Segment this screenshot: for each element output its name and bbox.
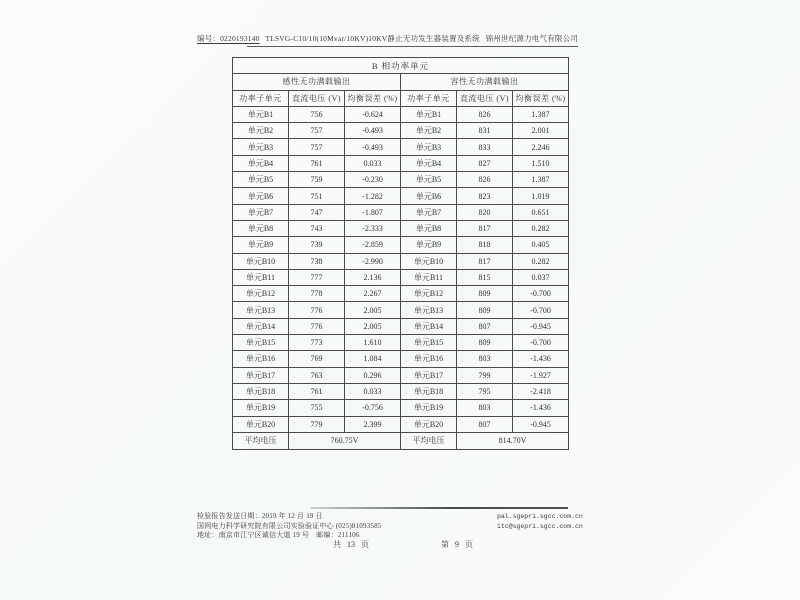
unit-cell: 单元B12 — [401, 286, 457, 302]
voltage-cell: 739 — [289, 237, 345, 253]
report-header — [197, 33, 578, 44]
voltage-cell: 757 — [289, 139, 345, 155]
unit-cell: 单元B4 — [401, 155, 457, 171]
unit-cell: 单元B16 — [233, 351, 289, 367]
column-header-voltage: 直流电压 (V) — [289, 90, 345, 106]
current-page: 第 9 页 — [441, 540, 473, 549]
unit-cell: 单元B4 — [233, 155, 289, 171]
voltage-cell: 743 — [289, 220, 345, 236]
footer-divider — [310, 507, 568, 509]
unit-cell: 单元B7 — [233, 204, 289, 220]
error-cell: -0.700 — [513, 286, 569, 302]
voltage-cell: 795 — [457, 383, 513, 399]
voltage-cell: 799 — [457, 367, 513, 383]
voltage-cell: 738 — [289, 253, 345, 269]
voltage-cell: 826 — [457, 172, 513, 188]
voltage-cell: 803 — [457, 351, 513, 367]
unit-cell: 单元B12 — [233, 286, 289, 302]
unit-cell: 单元B13 — [233, 302, 289, 318]
left-section-header: 感性无功满载输出 — [233, 74, 401, 90]
error-cell: -2.990 — [345, 253, 401, 269]
power-unit-table — [232, 57, 569, 450]
voltage-cell: 761 — [289, 155, 345, 171]
error-cell: 1.510 — [513, 155, 569, 171]
report-title: TLSVG-C10/10(10Mvar/10KV)10KV静止无功发生器装置及系统 — [265, 34, 480, 43]
column-header-row — [233, 90, 569, 106]
unit-cell: 单元B7 — [401, 204, 457, 220]
voltage-cell: 809 — [457, 335, 513, 351]
error-cell: -0.624 — [345, 106, 401, 122]
error-cell: -1.436 — [513, 400, 569, 416]
voltage-cell: 769 — [289, 351, 345, 367]
total-pages: 共 13 页 — [333, 540, 369, 549]
error-cell: -1.282 — [345, 188, 401, 204]
unit-cell: 单元B8 — [401, 220, 457, 236]
unit-cell: 单元B2 — [401, 123, 457, 139]
unit-cell: 单元B16 — [401, 351, 457, 367]
error-cell: -1.927 — [513, 367, 569, 383]
table-row — [233, 172, 569, 188]
voltage-cell: 807 — [457, 318, 513, 334]
unit-cell: 单元B15 — [401, 335, 457, 351]
voltage-cell: 807 — [457, 416, 513, 432]
voltage-cell: 833 — [457, 139, 513, 155]
error-cell: -2.333 — [345, 220, 401, 236]
unit-cell: 单元B13 — [401, 302, 457, 318]
table-row — [233, 123, 569, 139]
error-cell: -0.700 — [513, 335, 569, 351]
unit-cell: 单元B10 — [233, 253, 289, 269]
error-cell: 2.005 — [345, 302, 401, 318]
error-cell: 1.610 — [345, 335, 401, 351]
column-header-unit: 功率子单元 — [233, 90, 289, 106]
voltage-cell: 820 — [457, 204, 513, 220]
error-cell: 0.282 — [513, 220, 569, 236]
table-row — [233, 383, 569, 399]
voltage-cell: 747 — [289, 204, 345, 220]
footer-contacts — [497, 512, 583, 531]
voltage-cell: 803 — [457, 400, 513, 416]
right-average-value: 814.70V — [457, 432, 569, 449]
table-row — [233, 155, 569, 171]
organization-address: 地址：南京市江宁区诚信大道 19 号 邮编：211106 — [197, 531, 360, 539]
error-cell: 1.387 — [513, 106, 569, 122]
voltage-cell: 823 — [457, 188, 513, 204]
error-cell: 2.001 — [513, 123, 569, 139]
voltage-cell: 815 — [457, 269, 513, 285]
voltage-cell: 776 — [289, 318, 345, 334]
unit-cell: 单元B20 — [233, 416, 289, 432]
table-row — [233, 286, 569, 302]
error-cell: 0.282 — [513, 253, 569, 269]
voltage-cell: 756 — [289, 106, 345, 122]
unit-cell: 单元B17 — [233, 367, 289, 383]
average-label: 平均电压 — [401, 432, 457, 449]
unit-cell: 单元B14 — [233, 318, 289, 334]
website-address: pal.sgepri.sgcc.com.cn — [497, 513, 583, 520]
error-cell: -2.859 — [345, 237, 401, 253]
unit-cell: 单元B10 — [401, 253, 457, 269]
voltage-cell: 777 — [289, 269, 345, 285]
column-header-error: 均衡误差 (%) — [345, 90, 401, 106]
voltage-cell: 779 — [289, 416, 345, 432]
left-average-value: 760.75V — [289, 432, 401, 449]
table-row — [233, 139, 569, 155]
voltage-cell: 776 — [289, 302, 345, 318]
issuing-organization: 国网电力科学研究院有限公司实验验证中心 (025)81093585 — [197, 521, 382, 530]
unit-cell: 单元B9 — [401, 237, 457, 253]
unit-cell: 单元B11 — [401, 269, 457, 285]
voltage-cell: 757 — [289, 123, 345, 139]
unit-cell: 单元B5 — [233, 172, 289, 188]
error-cell: 2.246 — [513, 139, 569, 155]
voltage-cell: 751 — [289, 188, 345, 204]
unit-cell: 单元B19 — [401, 400, 457, 416]
voltage-cell: 759 — [289, 172, 345, 188]
right-section-header: 容性无功满载输出 — [401, 74, 569, 90]
column-header-unit: 功率子单元 — [401, 90, 457, 106]
error-cell: -0.700 — [513, 302, 569, 318]
error-cell: 2.005 — [345, 318, 401, 334]
unit-cell: 单元B14 — [401, 318, 457, 334]
voltage-cell: 763 — [289, 367, 345, 383]
voltage-cell: 778 — [289, 286, 345, 302]
unit-cell: 单元B5 — [401, 172, 457, 188]
voltage-cell: 827 — [457, 155, 513, 171]
error-cell: 1.387 — [513, 172, 569, 188]
voltage-cell: 761 — [289, 383, 345, 399]
unit-cell: 单元B6 — [233, 188, 289, 204]
page-number-line — [333, 539, 473, 550]
table-row — [233, 188, 569, 204]
voltage-cell: 809 — [457, 286, 513, 302]
table-row — [233, 302, 569, 318]
unit-cell: 单元B6 — [401, 188, 457, 204]
error-cell: 0.651 — [513, 204, 569, 220]
error-cell: 0.037 — [513, 269, 569, 285]
table-row — [233, 367, 569, 383]
unit-cell: 单元B3 — [401, 139, 457, 155]
unit-cell: 单元B1 — [233, 106, 289, 122]
error-cell: 1.019 — [513, 188, 569, 204]
table-row — [233, 220, 569, 236]
voltage-cell: 817 — [457, 220, 513, 236]
unit-cell: 单元B18 — [233, 383, 289, 399]
unit-cell: 单元B1 — [401, 106, 457, 122]
table-row — [233, 253, 569, 269]
doc-number: 编号：0220193140 — [197, 34, 260, 43]
error-cell: 1.084 — [345, 351, 401, 367]
table-row — [233, 237, 569, 253]
unit-cell: 单元B2 — [233, 123, 289, 139]
error-cell: -0.756 — [345, 400, 401, 416]
error-cell: 2.399 — [345, 416, 401, 432]
unit-cell: 单元B15 — [233, 335, 289, 351]
column-header-voltage: 直流电压 (V) — [457, 90, 513, 106]
table-title: B 相功率单元 — [233, 58, 569, 74]
average-row — [233, 432, 569, 449]
average-label: 平均电压 — [233, 432, 289, 449]
error-cell: 2.136 — [345, 269, 401, 285]
error-cell: 2.267 — [345, 286, 401, 302]
error-cell: 0.033 — [345, 155, 401, 171]
header-underline — [247, 46, 578, 47]
table-title-row — [233, 58, 569, 74]
error-cell: -0.945 — [513, 318, 569, 334]
section-header-row — [233, 74, 569, 90]
table-row — [233, 318, 569, 334]
table-row — [233, 106, 569, 122]
table-row — [233, 351, 569, 367]
unit-cell: 单元B19 — [233, 400, 289, 416]
email-address: itc@sgepri.sgcc.com.cn — [497, 522, 583, 530]
report-send-date: 检验报告发送日期：2019 年 12 月 19 日 — [197, 512, 323, 520]
table-row — [233, 204, 569, 220]
voltage-cell: 831 — [457, 123, 513, 139]
error-cell: -1.807 — [345, 204, 401, 220]
voltage-cell: 826 — [457, 106, 513, 122]
voltage-cell: 817 — [457, 253, 513, 269]
error-cell: -0.493 — [345, 139, 401, 155]
unit-cell: 单元B9 — [233, 237, 289, 253]
voltage-cell: 755 — [289, 400, 345, 416]
error-cell: -0.230 — [345, 172, 401, 188]
company-name: 锦州世纪源力电气有限公司 — [485, 34, 578, 43]
column-header-error: 均衡误差 (%) — [513, 90, 569, 106]
error-cell: 0.405 — [513, 237, 569, 253]
error-cell: -2.418 — [513, 383, 569, 399]
table-row — [233, 400, 569, 416]
voltage-cell: 773 — [289, 335, 345, 351]
unit-cell: 单元B18 — [401, 383, 457, 399]
table-body — [233, 106, 569, 432]
voltage-cell: 809 — [457, 302, 513, 318]
table-row — [233, 335, 569, 351]
error-cell: 0.296 — [345, 367, 401, 383]
voltage-cell: 818 — [457, 237, 513, 253]
unit-cell: 单元B3 — [233, 139, 289, 155]
unit-cell: 单元B11 — [233, 269, 289, 285]
error-cell: 0.033 — [345, 383, 401, 399]
error-cell: -0.493 — [345, 123, 401, 139]
table-row — [233, 269, 569, 285]
unit-cell: 单元B17 — [401, 367, 457, 383]
unit-cell: 单元B8 — [233, 220, 289, 236]
footer-info — [197, 512, 382, 541]
error-cell: -0.945 — [513, 416, 569, 432]
error-cell: -1.436 — [513, 351, 569, 367]
table-row — [233, 416, 569, 432]
unit-cell: 单元B20 — [401, 416, 457, 432]
